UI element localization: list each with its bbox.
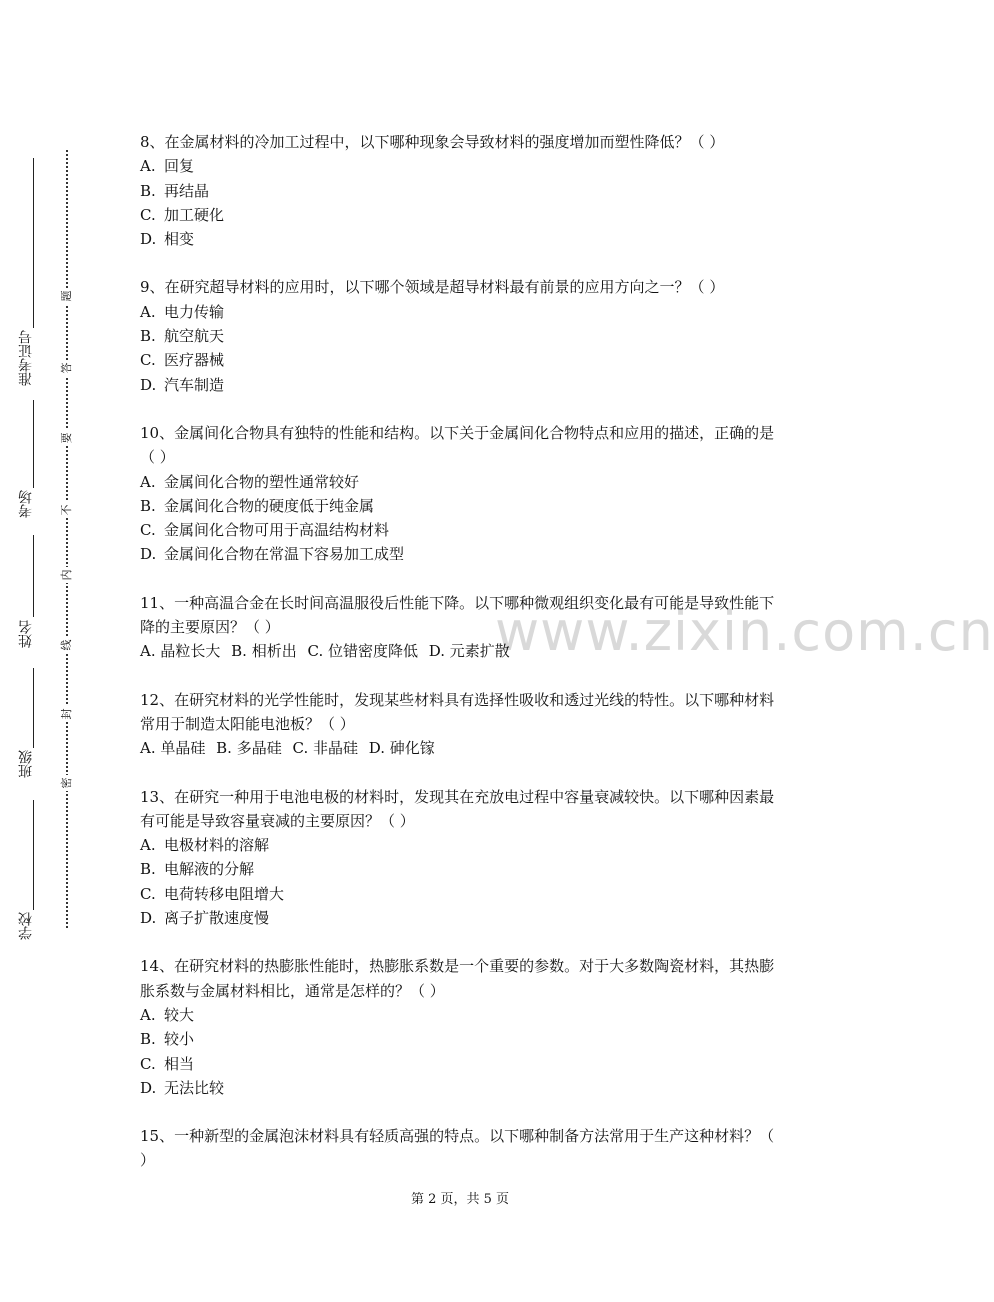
option-d[interactable]: D. 汽车制造 [140, 375, 225, 394]
option-b[interactable]: B. 电解液的分解 [140, 860, 255, 879]
option-d[interactable]: D. 无法比较 [140, 1078, 225, 1097]
question-9 [140, 275, 785, 396]
option-b[interactable]: B. 相析出 [231, 642, 297, 661]
option-d[interactable]: D. 金属间化合物在常温下容易加工成型 [140, 545, 405, 564]
question-stem: 8、在金属材料的冷加工过程中，以下哪种现象会导致材料的强度增加而塑性降低？（ ） [140, 133, 725, 151]
question-list [140, 130, 785, 1197]
option-b[interactable]: B. 多晶硅 [216, 739, 282, 758]
option-a[interactable]: A. 回复 [140, 157, 195, 176]
question-12 [140, 688, 785, 761]
option-c[interactable]: C. 电荷转移电阻增大 [140, 884, 285, 903]
option-a[interactable]: A. 单晶硅 [140, 739, 206, 758]
page-footer: 第 2 页，共 5 页 [410, 1192, 510, 1207]
option-d[interactable]: D. 元素扩散 [428, 642, 510, 661]
seal-char: 要 [59, 430, 75, 446]
margin-label-exam-room: 考场 [18, 490, 34, 518]
seal-char: 内 [59, 567, 75, 583]
question-stem: 9、在研究超导材料的应用时，以下哪个领域是超导材料最有前景的应用方向之一？（ ） [140, 278, 725, 297]
option-c[interactable]: C. 金属间化合物可用于高温结构材料 [140, 521, 390, 540]
seal-char: 答 [59, 360, 75, 376]
option-c[interactable]: C. 医疗器械 [140, 351, 225, 370]
option-c[interactable]: C. 非晶硅 [292, 739, 358, 758]
field-line-class [33, 668, 34, 748]
seal-char: 线 [59, 637, 75, 653]
question-stem: 11、一种高温合金在长时间高温服役后性能下降。以下哪种微观组织变化最有可能是导致性能下降的主要原因？（ ） [140, 593, 775, 637]
seal-char: 封 [59, 706, 75, 722]
question-stem: 15、一种新型的金属泡沫材料具有轻质高强的特点。以下哪种制备方法常用于生产这种材料？（ ） [140, 1127, 775, 1170]
field-line-exam-room [33, 400, 34, 488]
margin-label-class: 班级 [18, 750, 34, 778]
option-a[interactable]: A. 电力传输 [140, 302, 225, 321]
option-a[interactable]: A. 较大 [140, 1005, 195, 1024]
option-a[interactable]: A. 晶粒长大 [140, 642, 221, 661]
margin-label-school: 学校 [18, 912, 34, 940]
seal-char: 题 [59, 288, 75, 304]
question-13 [140, 785, 785, 931]
option-d[interactable]: D. 离子扩散速度慢 [140, 909, 270, 928]
question-stem: 12、在研究材料的光学性能时，发现某些材料具有选择性吸收和透过光线的特性。以下哪种材料常用于制造太阳能电池板？（ ） [140, 690, 775, 733]
seal-char: 不 [59, 502, 75, 518]
option-c[interactable]: C. 位错密度降低 [307, 642, 418, 661]
seal-dotted-line [66, 150, 68, 928]
question-stem: 10、金属间化合物具有独特的性能和结构。以下关于金属间化合物特点和应用的描述，正确的是（ ） [140, 423, 775, 467]
option-d[interactable]: D. 砷化镓 [368, 739, 435, 758]
inline-options [140, 639, 785, 663]
option-b[interactable]: B. 较小 [140, 1030, 195, 1049]
question-10 [140, 421, 785, 567]
field-line-school [33, 800, 34, 910]
seal-char: 密 [59, 775, 75, 791]
question-15 [140, 1124, 785, 1173]
field-line-name [33, 535, 34, 617]
question-stem: 13、在研究一种用于电池电极的材料时，发现其在充放电过程中容量衰减较快。以下哪种因素最有可能是导致容量衰减的主要原因？（ ） [140, 787, 775, 830]
watermark: www.zixin.com.cn [495, 600, 994, 663]
field-line-exam-number [33, 158, 34, 328]
option-c[interactable]: C. 加工硬化 [140, 205, 225, 224]
option-a[interactable]: A. 金属间化合物的塑性通常较好 [140, 472, 360, 491]
option-b[interactable]: B. 航空航天 [140, 327, 225, 346]
option-b[interactable]: B. 金属间化合物的硬度低于纯金属 [140, 496, 375, 515]
question-stem: 14、在研究材料的热膨胀性能时，热膨胀系数是一个重要的参数。对于大多数陶瓷材料，其热膨胀系数与金属材料相比，通常是怎样的？（ ） [140, 957, 775, 1000]
option-a[interactable]: A. 电极材料的溶解 [140, 836, 270, 855]
option-d[interactable]: D. 相变 [140, 230, 195, 249]
question-11 [140, 591, 785, 664]
option-c[interactable]: C. 相当 [140, 1054, 195, 1073]
option-b[interactable]: B. 再结晶 [140, 181, 210, 200]
question-14 [140, 954, 785, 1100]
inline-options [140, 736, 785, 760]
margin-label-name: 姓名 [18, 620, 34, 648]
margin-label-exam-number: 准考证号 [18, 330, 34, 386]
question-8 [140, 130, 785, 251]
